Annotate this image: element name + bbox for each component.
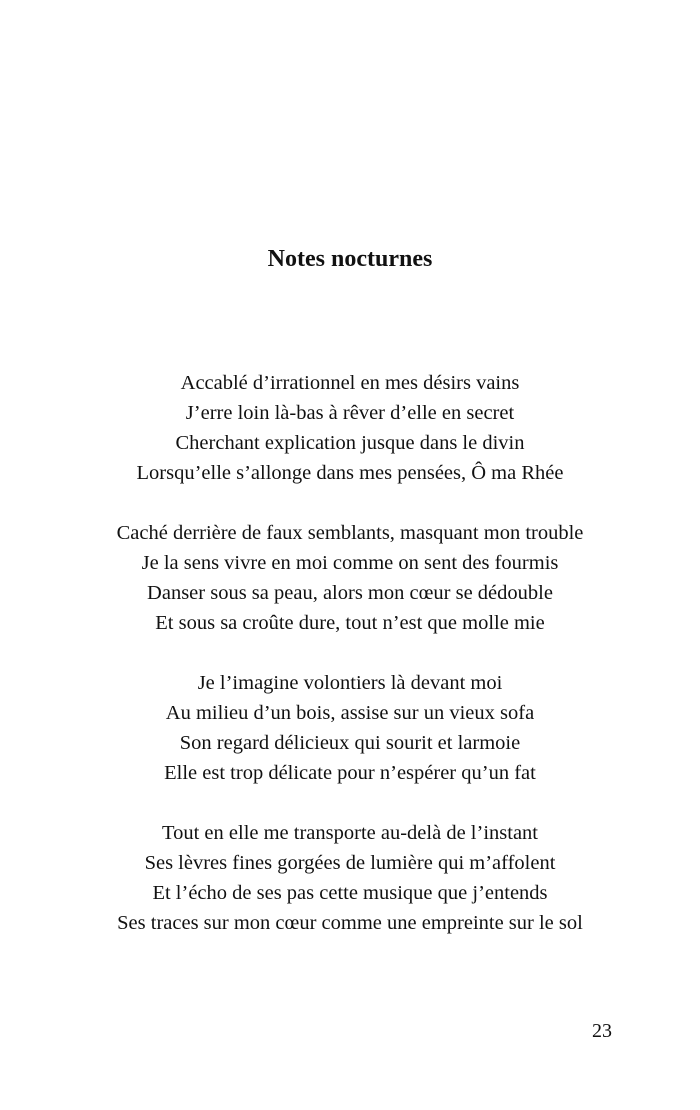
- poem-line: Son regard délicieux qui sourit et larmoie: [179, 732, 521, 754]
- poem-line: Caché derrière de faux semblants, masquant mon trouble: [116, 522, 584, 544]
- poem-line: Tout en elle me transporte au-delà de l’instant: [162, 822, 538, 844]
- poem-title: Notes nocturnes: [267, 246, 433, 272]
- stanza-4: [0, 818, 700, 938]
- poem-body: [0, 368, 700, 968]
- poem-line: Ses lèvres fines gorgées de lumière qui m’affolent: [144, 852, 556, 874]
- page-number: 23: [592, 1020, 612, 1042]
- poem-line: Danser sous sa peau, alors mon cœur se dédouble: [147, 582, 553, 604]
- poem-line: Ses traces sur mon cœur comme une empreinte sur le sol: [117, 912, 583, 934]
- poem-line: J’erre loin là-bas à rêver d’elle en secret: [185, 402, 515, 424]
- stanza-3: [0, 668, 700, 788]
- poem-line: Elle est trop délicate pour n’espérer qu’un fat: [164, 762, 536, 784]
- stanza-2: [0, 518, 700, 638]
- poem-line: Et l’écho de ses pas cette musique que j’entends: [152, 882, 548, 904]
- poem-line: Et sous sa croûte dure, tout n’est que molle mie: [155, 612, 545, 634]
- poem-line: Je la sens vivre en moi comme on sent des fourmis: [141, 552, 559, 574]
- poem-line: Lorsqu’elle s’allonge dans mes pensées, Ô ma Rhée: [136, 462, 564, 484]
- poem-line: Cherchant explication jusque dans le divin: [175, 432, 525, 454]
- stanza-1: [0, 368, 700, 488]
- poem-line: Je l’imagine volontiers là devant moi: [197, 672, 503, 694]
- poem-line: Accablé d’irrationnel en mes désirs vains: [180, 372, 520, 394]
- poem-line: Au milieu d’un bois, assise sur un vieux sofa: [165, 702, 535, 724]
